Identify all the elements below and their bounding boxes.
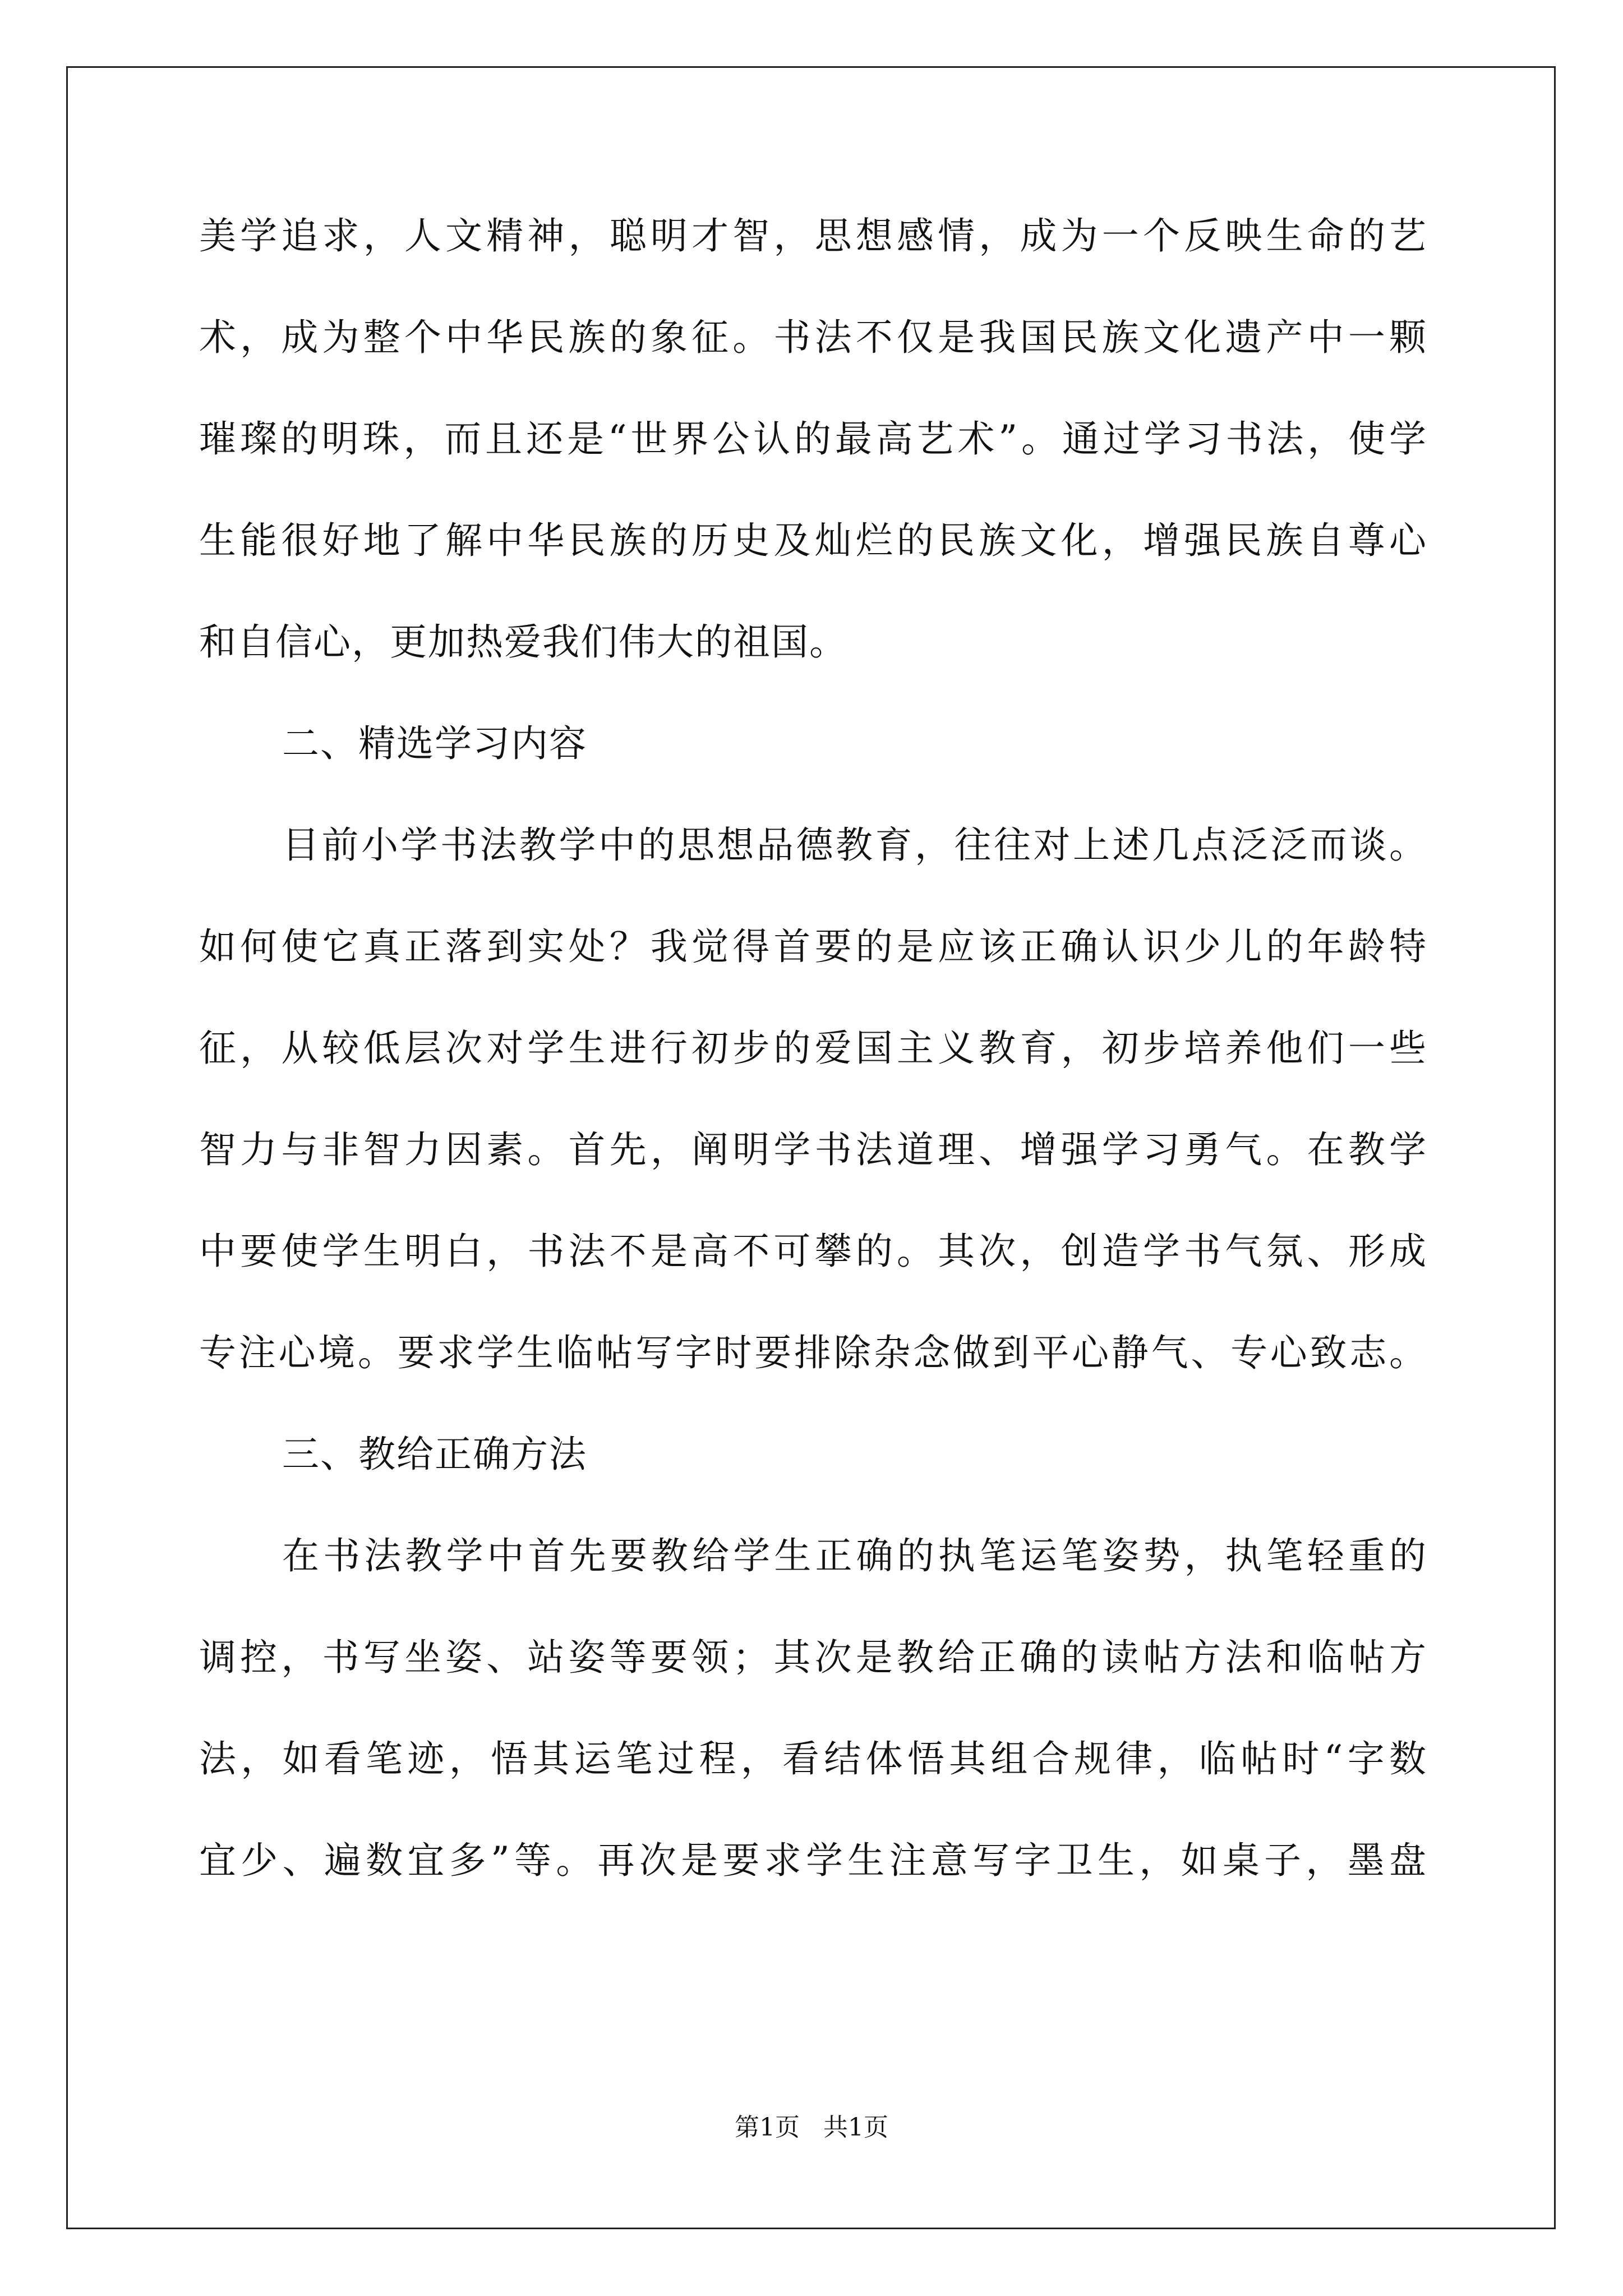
document-body [199,212,1427,1938]
paragraph-line: 在书法教学中首先要教给学生正确的执笔运笔姿势，执笔轻重的 [282,1534,1427,1577]
paragraph-line: 术，成为整个中华民族的象征。书法不仅是我国民族文化遗产中一颗 [199,316,1427,359]
paragraph-line: 生能很好地了解中华民族的历史及灿烂的民族文化，增强民族自尊心 [199,519,1427,562]
paragraph-line: 调控，书写坐姿、站姿等要领；其次是教给正确的读帖方法和临帖方 [199,1636,1427,1679]
paragraph-line: 美学追求，人文精神，聪明才智，思想感情，成为一个反映生命的艺 [199,214,1427,257]
page-total: 共1页 [823,2113,888,2142]
paragraph-line: 智力与非智力因素。首先，阐明学书法道理、增强学习勇气。在教学 [199,1128,1427,1171]
page-footer [0,2112,1623,2143]
section-heading: 三、教给正确方法 [282,1433,587,1476]
section-heading: 二、精选学习内容 [282,722,587,765]
paragraph-line: 如何使它真正落到实处？我觉得首要的是应该正确认识少儿的年龄特 [199,925,1427,968]
page-number: 第1页 [735,2113,800,2142]
paragraph-line: 和自信心，更加热爱我们伟大的祖国。 [199,620,847,664]
paragraph-line: 征，从较低层次对学生进行初步的爱国主义教育，初步培养他们一些 [199,1027,1427,1070]
paragraph-line: 目前小学书法教学中的思想品德教育，往往对上述几点泛泛而谈。 [282,823,1427,867]
paragraph-line: 中要使学生明白，书法不是高不可攀的。其次，创造学书气氛、形成 [199,1230,1427,1273]
paragraph-line: 专注心境。要求学生临帖写字时要排除杂念做到平心静气、专心致志。 [199,1331,1427,1374]
paragraph-line: 法，如看笔迹，悟其运笔过程，看结体悟其组合规律，临帖时“字数 [199,1737,1427,1780]
paragraph-line: 宜少、遍数宜多”等。再次是要求学生注意写字卫生，如桌子，墨盘 [199,1839,1427,1882]
paragraph-line: 璀璨的明珠，而且还是“世界公认的最高艺术”。通过学习书法，使学 [199,417,1427,461]
